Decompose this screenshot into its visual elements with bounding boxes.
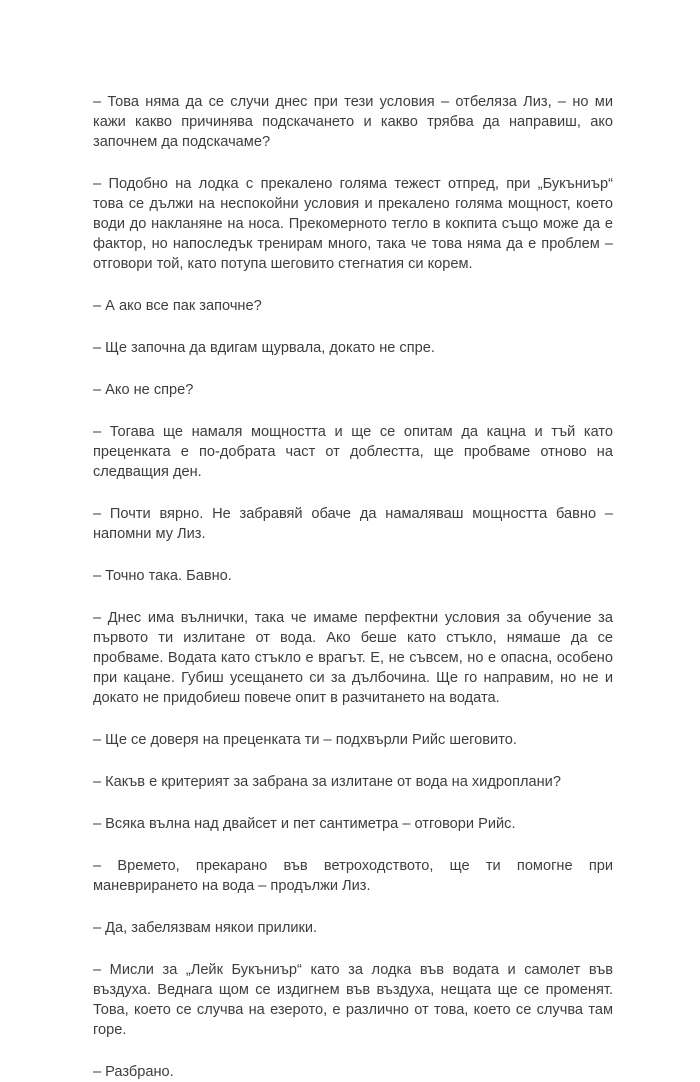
paragraph: – Подобно на лодка с прекалено голяма тежест отпред, при „Букъниър“ това се дължи на неспокойни условия и прекалено голяма мощност, което води до накланяне на носа. Прекомерното тегло в кокпита също може да е фактор, но напоследък тренирам много, така че това няма да е проблем – отговори той, като потупа шеговито стегнатия си корем. <box>93 176 613 272</box>
paragraph: – Какъв е критерият за забрана за излитане от вода на хидроплани? <box>93 774 561 790</box>
paragraph: – Ще започна да вдигам щурвала, докато не спре. <box>93 340 435 356</box>
paragraph: – Да, забелязвам някои прилики. <box>93 920 318 936</box>
paragraph: – Точно така. Бавно. <box>93 568 232 584</box>
paragraph: – Тогава ще намаля мощността и ще се опитам да кацна и тъй като преценката е по-добрата част от доблестта, ще пробваме отново на следващия ден. <box>93 424 613 480</box>
paragraph: – Времето, прекарано във ветроходството, ще ти помогне при маневрирането на вода – продължи Лиз. <box>93 858 613 894</box>
paragraph: – Разбрано. <box>93 1064 174 1080</box>
paragraph: – Днес има вълнички, така че имаме перфектни условия за обучение за първото ти излитане от вода. Ако беше като стъкло, нямаше да се пробваме. Водата като стъкло е врагът. Е, не съвсем, но е опасна, особено при кацане. Губиш усещането си за дълбочина. Ще го направим, но не и докато не придобиеш повече опит в разчитането на водата. <box>93 610 613 706</box>
paragraph: – Мисли за „Лейк Букъниър“ като за лодка във водата и самолет във въздуха. Веднага щом се издигнем във въздуха, нещата ще се променят. Това, което се случва на езерото, е различно от това, което се случва там горе. <box>93 962 613 1038</box>
paragraph: – Почти вярно. Не забравяй обаче да намаляваш мощността бавно – напомни му Лиз. <box>93 506 613 542</box>
paragraph: – А ако все пак започне? <box>93 298 262 314</box>
paragraph: – Това няма да се случи днес при тези условия – отбеляза Лиз, – но ми кажи какво причинява подскачането и какво трябва да направиш, ако започнем да подскачаме? <box>93 94 613 150</box>
paragraph: – Ако не спре? <box>93 382 194 398</box>
body-text <box>93 92 613 1082</box>
paragraph: – Всяка вълна над двайсет и пет сантиметра – отговори Рийс. <box>93 816 516 832</box>
paragraph: – Ще се доверя на преценката ти – подхвърли Рийс шеговито. <box>93 732 517 748</box>
